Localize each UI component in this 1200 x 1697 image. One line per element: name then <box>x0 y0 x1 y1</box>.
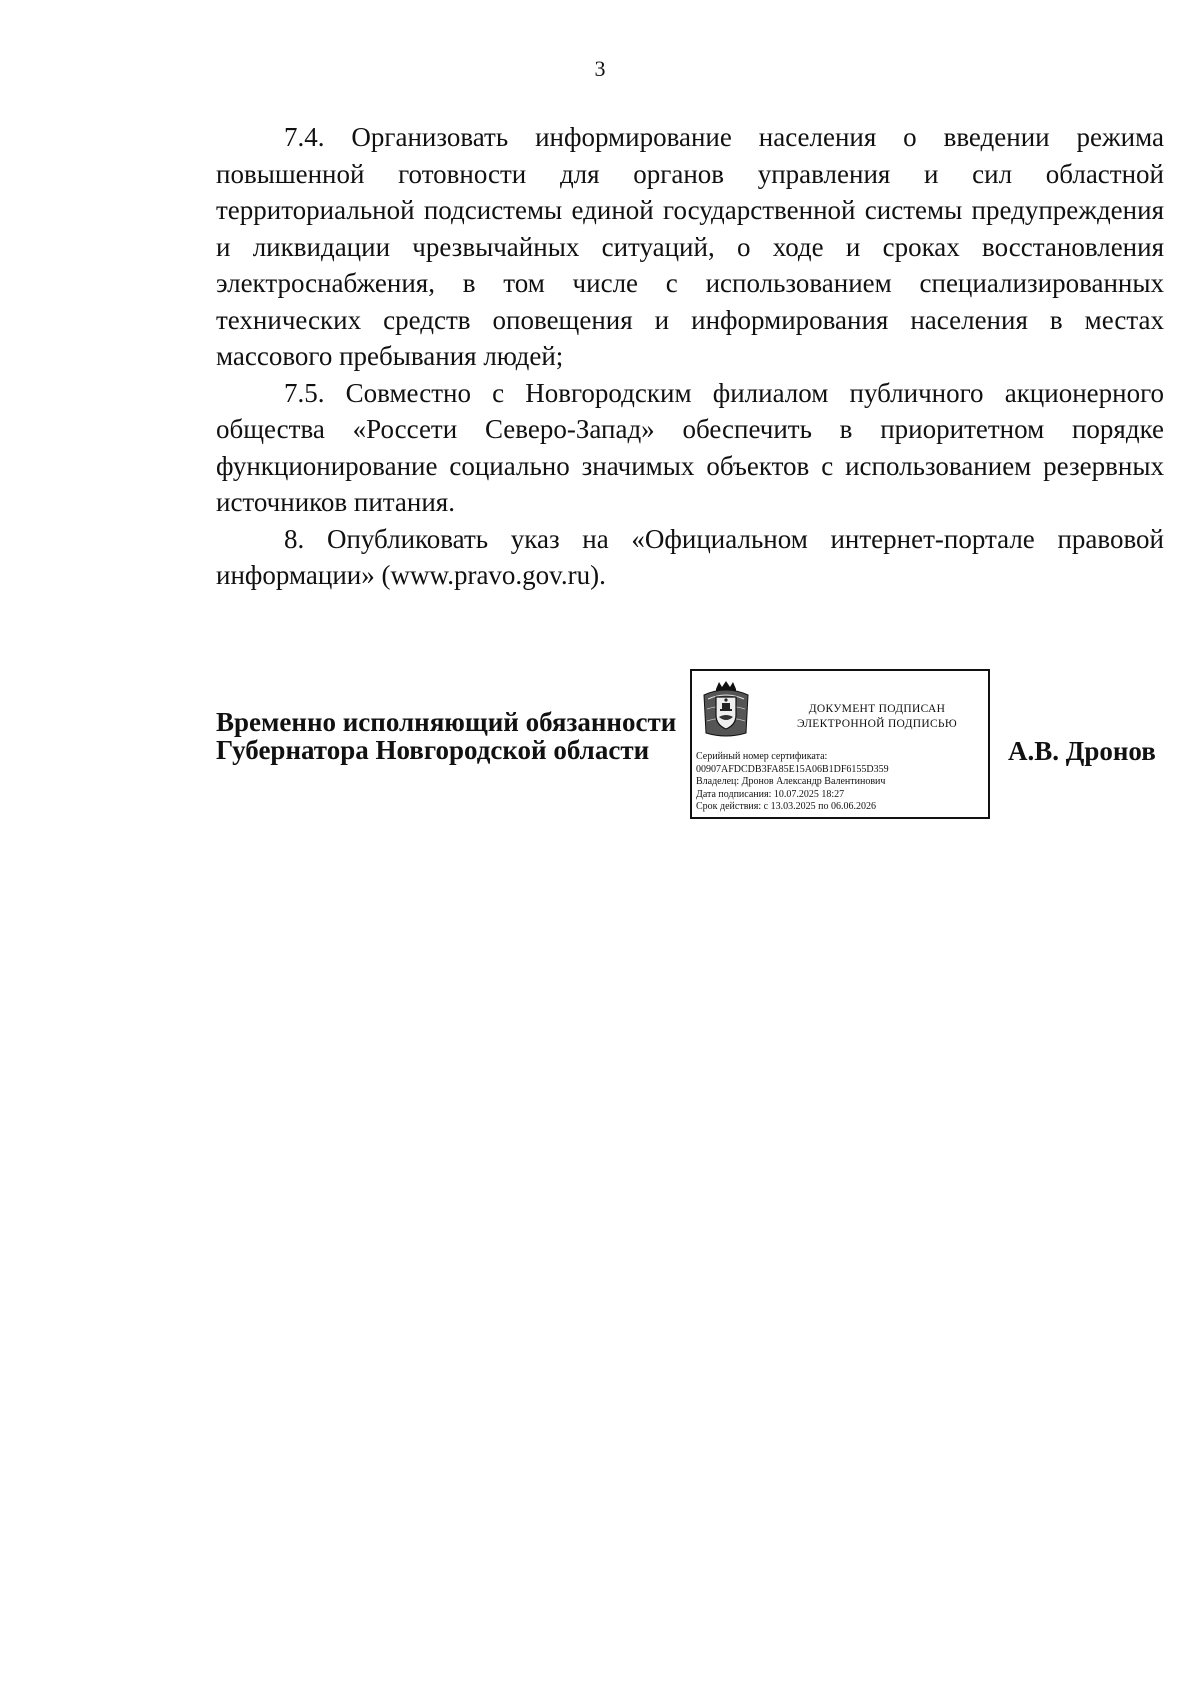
electronic-signature-stamp <box>690 669 990 819</box>
signer-title-line2: Губернатора Новгородской области <box>216 735 650 765</box>
document-body <box>216 119 1164 594</box>
stamp-heading-line2: ЭЛЕКТРОННОЙ ПОДПИСЬЮ <box>797 718 957 730</box>
stamp-signed-date: Дата подписания: 10.07.2025 18:27 <box>696 788 845 800</box>
stamp-serial-label: Серийный номер сертификата: <box>696 751 828 762</box>
paragraph-8: 8. Опубликовать указ на «Официальном интернет-портале правовой информации» (www.pravo.gov.ru). <box>216 523 1164 590</box>
stamp-heading <box>772 702 982 732</box>
stamp-details <box>696 751 986 814</box>
stamp-validity: Срок действия: с 13.03.2025 по 06.06.2026 <box>696 801 876 813</box>
signer-name: А.В. Дронов <box>1008 736 1156 766</box>
page-number: 3 <box>594 56 606 81</box>
stamp-serial-value: 00907AFDCDB3FA85E15A06B1DF6155D359 <box>696 763 889 775</box>
stamp-owner: Владелец: Дронов Александр Валентинович <box>696 776 886 788</box>
paragraph-7-4: 7.4. Организовать информирование населения о введении режима повышенной готовности для органов управления и сил областной территориальной подсистемы единой государственной системы предупреждения и ликвидации чрезвычайных ситуаций, о ходе и сроках восстановления электроснабжения, в том числе с использованием специализированных технических средств оповещения и информирования населения в местах массового пребывания людей; <box>216 122 1164 371</box>
paragraph-7-5: 7.5. Совместно с Новгородским филиалом публичного акционерного общества «Россети Северо-Запад» обеспечить в приоритетном порядке функционирование социально значимых объектов с использованием резервных источников питания. <box>216 377 1164 517</box>
signer-title-line1: Временно исполняющий обязанности <box>216 707 677 737</box>
coat-of-arms-icon <box>700 679 752 739</box>
signer-title <box>216 708 676 764</box>
stamp-heading-line1: ДОКУМЕНТ ПОДПИСАН <box>808 703 946 715</box>
